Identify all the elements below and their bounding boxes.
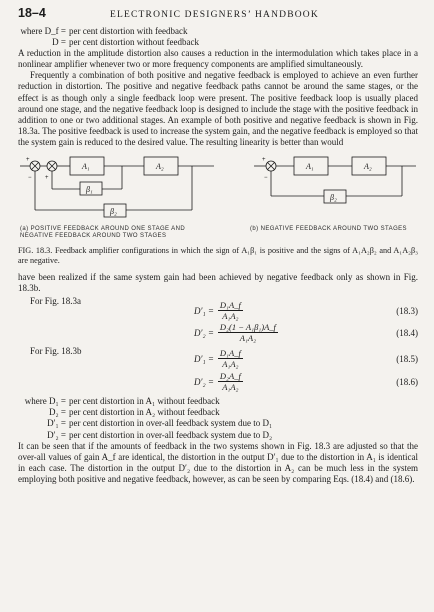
page-header — [18, 6, 418, 24]
sign-plus: + — [26, 157, 30, 164]
paragraph-intermodulation: A reduction in the amplitude distortion also causes a reduction in the intermodulation which takes place in a nonlinear amplifier whenever two or more frequency components are amplified simultaneously. — [18, 48, 418, 70]
definition-row — [18, 26, 418, 37]
definition-text: per cent distortion with feedback — [69, 26, 188, 36]
feedback-diagrams — [18, 152, 418, 226]
page — [18, 6, 418, 485]
paragraph-continuation: have been realized if the same system gain had been achieved by negative feedback only as shown in Fig. 18.3b. — [18, 272, 418, 294]
definition-symbol: where D_f = — [20, 26, 66, 36]
denominator: A₁A₂ — [222, 359, 239, 370]
equation-lhs: D′₂ = — [194, 376, 214, 387]
fraction — [218, 371, 243, 392]
subcaption-a: (a) POSITIVE FEEDBACK AROUND ONE STAGE AND NEGATIVE FEEDBACK AROUND TWO STAGES — [20, 226, 186, 240]
label-b2: β₂ — [110, 207, 117, 217]
numerator: D₁A_f — [219, 300, 241, 311]
definition-text: per cent distortion in over-all feedback system due to D₂ — [69, 429, 273, 440]
equation-18-6 — [18, 368, 418, 394]
definition-symbol: D₂ = — [49, 407, 66, 418]
definition-row — [18, 407, 418, 418]
numerator: D₂(1 − A₁β₁)A_f — [219, 322, 276, 333]
definitions-bottom — [18, 396, 418, 440]
figure-caption: FIG. 18.3. Feedback amplifier configurations in which the sign of A₁β₁ is positive and the signs of A₁A₂β₂ and A₁A₂β₃ are negative. — [18, 246, 418, 266]
equation-lhs: D′₂ = — [194, 327, 214, 338]
sign-minus: − — [28, 175, 32, 182]
fraction — [218, 322, 278, 343]
definition-row — [18, 37, 418, 48]
definitions-top — [18, 26, 418, 48]
fraction — [218, 348, 243, 369]
denominator: A₁A₂ — [222, 311, 239, 322]
label-a2-b: A₂ — [364, 162, 372, 172]
paragraph-conclusion: It can be seen that if the amounts of feedback in the two systems shown in Fig. 18.3 are adjusted so that the over-all values of gain A_f are identical, the distortion in the output D′₁ due to the distortion in A₁ is identical in each case. The distortion in the output D′₂ due to the distortion in A₂ can be much less in the system employing both positive and negative feedback, however, as can be seen by comparing Eqs. (18.4) and (18.6). — [18, 440, 418, 484]
definition-row — [18, 396, 418, 407]
figure-18-3 — [18, 152, 418, 244]
paragraph-combined-feedback: Frequently a combination of both positive and negative feedback is employed to achieve an even further reduction in distortion. The positive and negative feedback paths cannot be around the same stages, or the effect is as though only a single feedback loop were present. The positive feedback loop is usually placed around one stage, and the negative feedback loop is designed to include the stage with the positive feedback in addition to one or two additional stages. An example of both positive and negative feedback is shown in Fig. 18.3a. The positive feedback is used to increase the system gain, and the negative feedback is employed so that the system gain is reduced to the desired value. The resulting linearity is better than would — [18, 70, 418, 147]
equation-body — [194, 348, 243, 369]
equation-18-4 — [18, 318, 418, 344]
equation-lhs: D′₁ = — [194, 353, 214, 364]
definition-row — [18, 430, 418, 441]
for-fig-b-label: For Fig. 18.3b — [30, 346, 82, 357]
equation-18-3 — [18, 294, 418, 322]
equation-number: (18.5) — [396, 354, 418, 365]
equation-lhs: D′₁ = — [194, 305, 214, 316]
equation-body — [194, 322, 278, 343]
definition-text: per cent distortion without feedback — [69, 37, 199, 48]
label-a1-b: A₁ — [306, 162, 314, 172]
sign-plus: + — [45, 175, 49, 182]
definition-row — [18, 418, 418, 429]
definition-text: per cent distortion in A₁ without feedback — [69, 396, 220, 407]
sign-plus: + — [262, 157, 266, 164]
denominator: A₁A₂ — [222, 382, 239, 393]
definition-symbol: D = — [52, 37, 66, 48]
label-b3: β₂ — [330, 193, 337, 203]
definition-symbol: D′₁ = — [47, 418, 66, 429]
equation-number: (18.6) — [396, 377, 418, 388]
definition-symbol: where D₁ = — [24, 396, 66, 407]
equation-number: (18.4) — [396, 328, 418, 339]
for-fig-a-label: For Fig. 18.3a — [30, 296, 82, 307]
definition-symbol: D′₂ = — [47, 429, 66, 440]
numerator: D₂A_f — [219, 371, 241, 382]
subcaption-b: (b) NEGATIVE FEEDBACK AROUND TWO STAGES — [250, 226, 407, 233]
label-a1: A₁ — [82, 162, 90, 172]
sign-minus: − — [264, 175, 268, 182]
label-b1: β₁ — [86, 185, 93, 195]
page-number: 18–4 — [18, 6, 46, 20]
equation-18-5 — [18, 344, 418, 368]
equation-number: (18.3) — [396, 306, 418, 317]
running-head: ELECTRONIC DESIGNERS’ HANDBOOK — [110, 10, 319, 20]
denominator: A₁A₂ — [239, 333, 257, 344]
label-a2: A₂ — [156, 162, 164, 172]
numerator: D₁A_f — [219, 348, 241, 359]
equation-body — [194, 371, 243, 392]
definition-text: per cent distortion in over-all feedback system due to D₁ — [69, 418, 273, 429]
definition-text: per cent distortion in A₂ without feedback — [69, 407, 220, 418]
